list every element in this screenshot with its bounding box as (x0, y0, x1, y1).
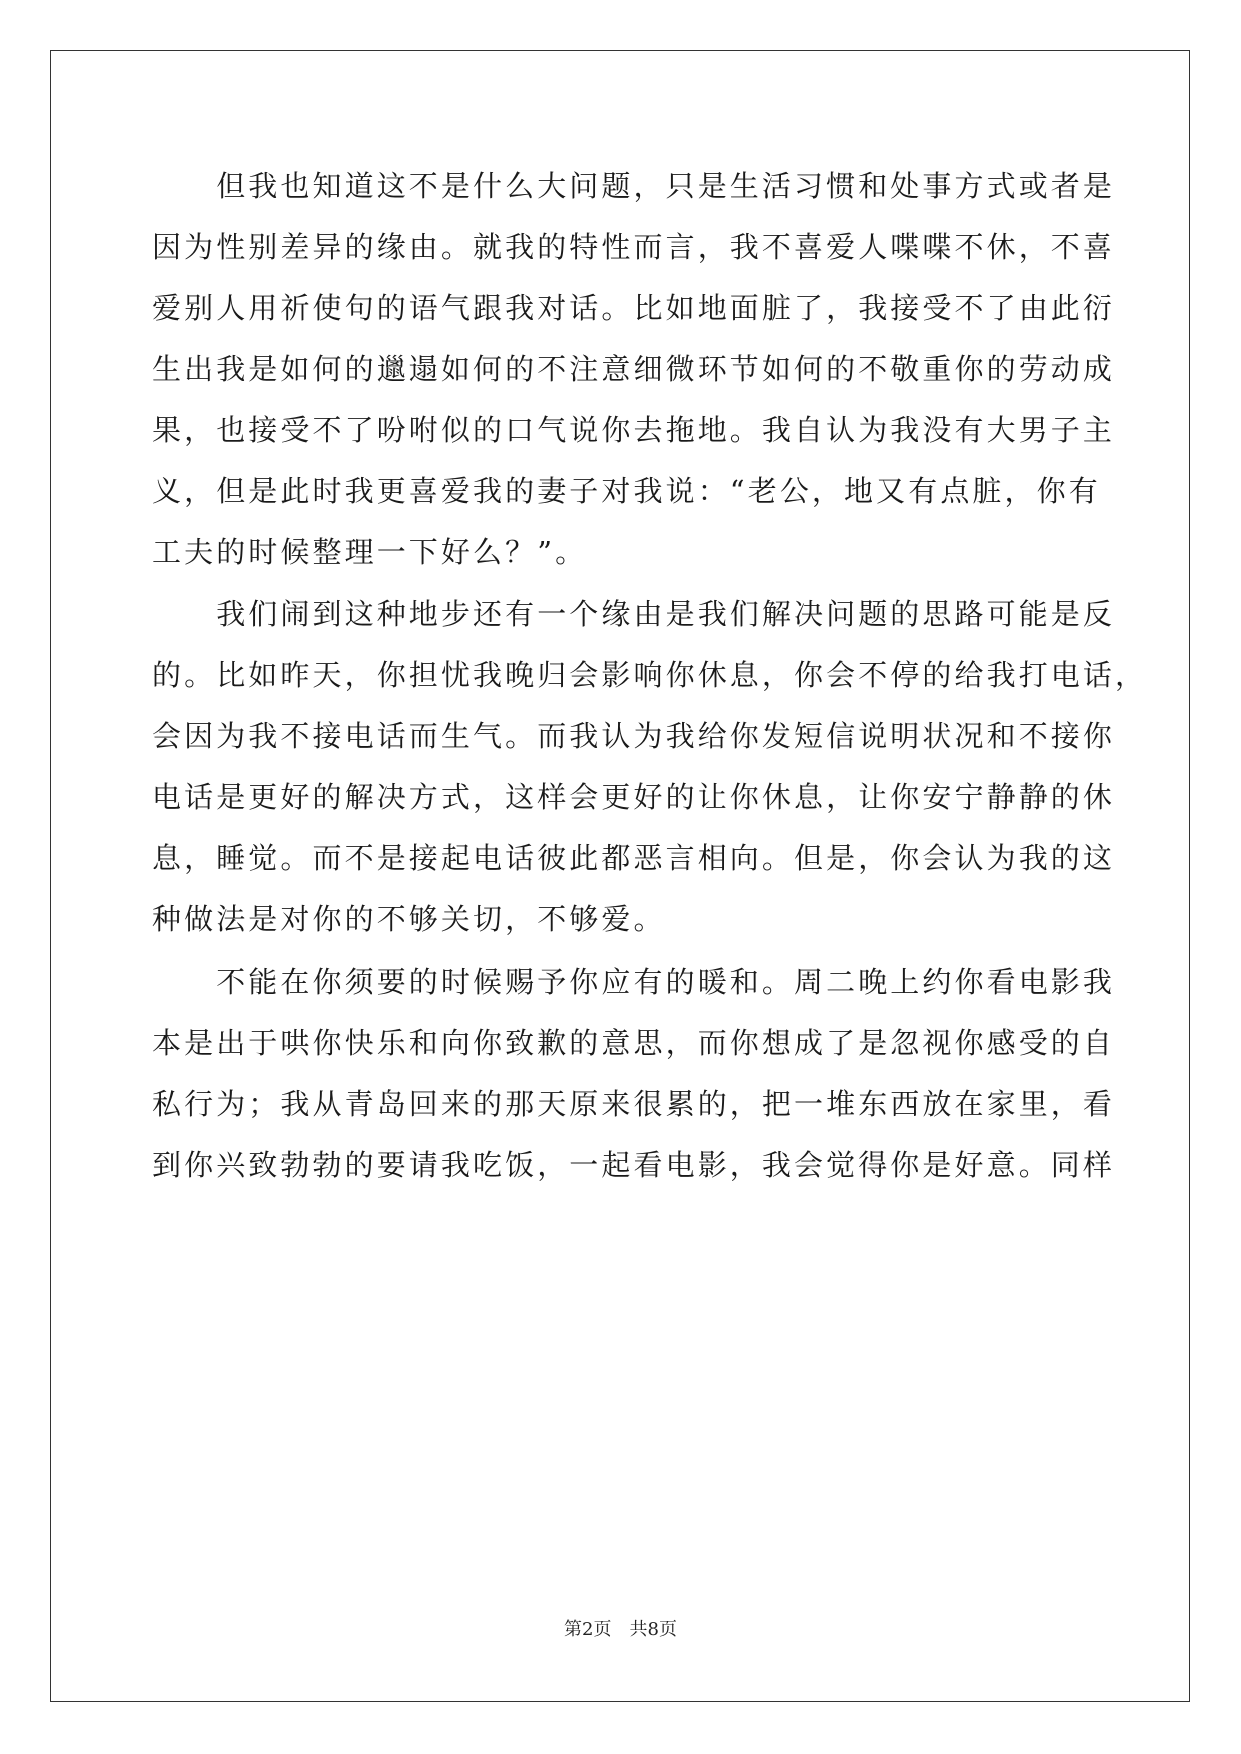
text-line: 种做法是对你的不够关切，不够爱。 (152, 902, 666, 936)
text-line: 我们闹到这种地步还有一个缘由是我们解决问题的思路可能是反 (152, 597, 1116, 631)
text-line: 私行为；我从青岛回来的那天原来很累的，把一堆东西放在家里，看 (152, 1087, 1116, 1121)
text-line: 的。比如昨天，你担忧我晚归会影响你休息，你会不停的给我打电话， (152, 658, 1148, 692)
text-line: 生出我是如何的邋遢如何的不注意细微环节如何的不敬重你的劳动成 (152, 352, 1116, 386)
text-line: 果，也接受不了吩咐似的口气说你去拖地。我自认为我没有大男子主 (152, 413, 1116, 447)
text-line: 爱别人用祈使句的语气跟我对话。比如地面脏了，我接受不了由此衍 (152, 291, 1116, 325)
text-line: 到你兴致勃勃的要请我吃饭，一起看电影，我会觉得你是好意。同样 (152, 1148, 1116, 1182)
text-line: 不能在你须要的时候赐予你应有的暖和。周二晚上约你看电影我 (152, 965, 1116, 999)
text-line: 义，但是此时我更喜爱我的妻子对我说：“老公，地又有点脏，你有 (152, 474, 1101, 508)
text-line: 但我也知道这不是什么大问题，只是生活习惯和处事方式或者是 (152, 169, 1116, 203)
text-line: 息，睡觉。而不是接起电话彼此都恶言相向。但是，你会认为我的这 (152, 841, 1116, 875)
text-line: 会因为我不接电话而生气。而我认为我给你发短信说明状况和不接你 (152, 719, 1116, 753)
page-number: 第2页 共8页 (564, 1619, 677, 1640)
text-line: 电话是更好的解决方式，这样会更好的让你休息，让你安宁静静的休 (152, 780, 1116, 814)
text-line: 本是出于哄你快乐和向你致歉的意思，而你想成了是忽视你感受的自 (152, 1026, 1116, 1060)
text-line: 因为性别差异的缘由。就我的特性而言，我不喜爱人喋喋不休，不喜 (152, 230, 1116, 264)
text-line: 工夫的时候整理一下好么？”。 (152, 535, 588, 569)
